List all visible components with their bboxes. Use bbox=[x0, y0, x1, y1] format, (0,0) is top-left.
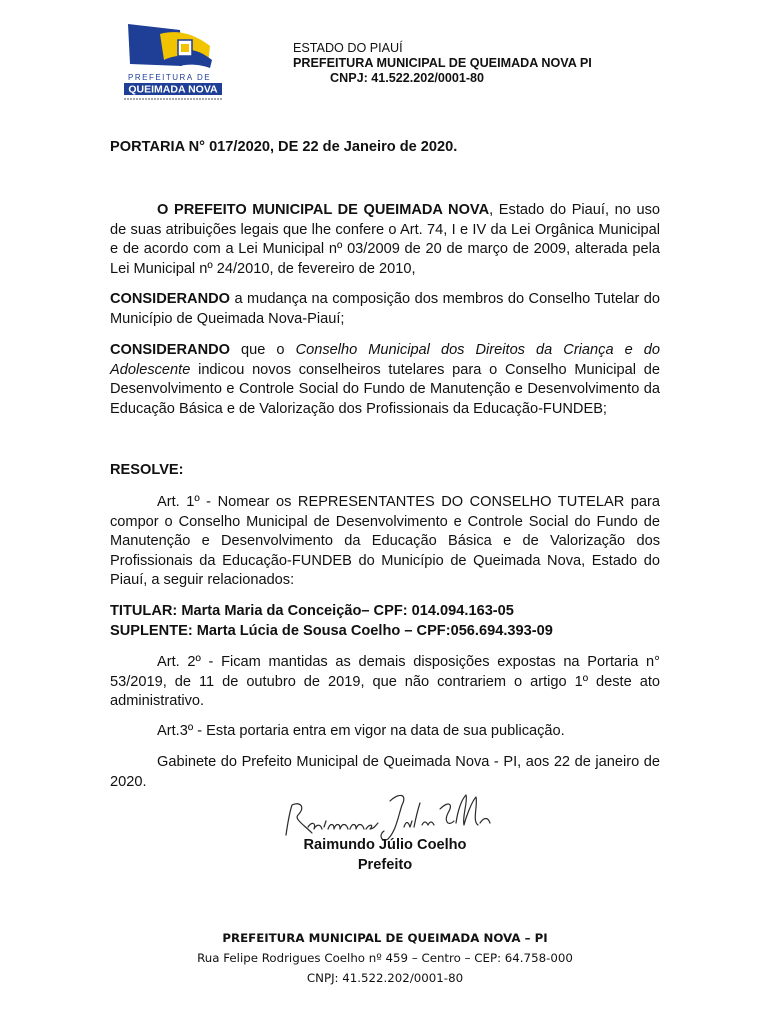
signature-block bbox=[285, 836, 485, 875]
titular-line: TITULAR: Marta Maria da Conceição– CPF: 014.094.163-05 bbox=[110, 603, 514, 619]
header-prefecture: PREFEITURA MUNICIPAL DE QUEIMADA NOVA PI bbox=[293, 56, 592, 70]
considerando-1-bold: CONSIDERANDO bbox=[110, 291, 230, 307]
intro-bold: O PREFEITO MUNICIPAL DE QUEIMADA NOVA bbox=[157, 202, 490, 218]
article-1: Art. 1º - Nomear os REPRESENTANTES DO CONSELHO TUTELAR para compor o Conselho Municipal de Desenvolvimento e Controle Social do Fundo de Manutenção e Desenvolvimento da Educação Básica e de Valorização dos Profissionais da Educação-FUNDEB do Município de Queimada Nova, Estado do Piauí, a seguir relacionados: bbox=[110, 494, 660, 588]
considerando-paragraph-1 bbox=[110, 290, 660, 329]
signer-name: Raimundo Júlio Coelho bbox=[303, 837, 467, 853]
considerando-paragraph-2 bbox=[110, 341, 660, 419]
footer-address: Rua Felipe Rodrigues Coelho nº 459 – Centro – CEP: 64.758-000 bbox=[197, 951, 573, 965]
considerando-2-text: indicou novos conselheiros tutelares para o Conselho Municipal de Desenvolvimento e Controle Social do Fundo de Manutenção e Desenvolvimento da Educação Básica e de Valorização dos Profissionais da Educação-FUNDEB; bbox=[110, 361, 660, 417]
document-header bbox=[293, 41, 592, 86]
article-3: Art.3º - Esta portaria entra em vigor na data de sua publicação. bbox=[157, 723, 565, 739]
article-2: Art. 2º - Ficam mantidas as demais disposições expostas na Portaria n° 53/2019, de 11 de outubro de 2019, que não contrariem o artigo 1º deste ato administrativo. bbox=[110, 654, 660, 709]
footer-prefecture: PREFEITURA MUNICIPAL DE QUEIMADA NOVA – PI bbox=[222, 931, 548, 945]
considerando-1-text: a mudança na composição dos membros do Conselho Tutelar do Município de Queimada Nova-Piauí; bbox=[110, 291, 660, 327]
logo-line2: QUEIMADA NOVA bbox=[128, 83, 218, 96]
document-title: PORTARIA N° 017/2020, DE 22 de Janeiro de 2020. bbox=[110, 139, 458, 155]
considerando-2-bold: CONSIDERANDO bbox=[110, 342, 230, 358]
considerando-2-pre: que o bbox=[230, 342, 296, 358]
document-footer bbox=[0, 928, 770, 988]
considerando-2-italic: Conselho Municipal dos Direitos da Criança e do Adolescente bbox=[110, 342, 660, 378]
intro-text: , Estado do Piauí, no uso de suas atribuições legais que lhe confere o Art. 74, I e IV da Lei Orgânica Municipal e de acordo com a Lei Municipal nº 03/2009 de 20 de março de 2009, alterada pela Lei Municipal nº 24/2010, de fevereiro de 2010, bbox=[110, 202, 660, 277]
signer-role: Prefeito bbox=[357, 856, 413, 873]
gabinete-paragraph: Gabinete do Prefeito Municipal de Queimada Nova - PI, aos 22 de janeiro de 2020. bbox=[110, 754, 660, 790]
logo-line1: PREFEITURA DE bbox=[128, 73, 212, 82]
footer-cnpj: CNPJ: 41.522.202/0001-80 bbox=[306, 971, 464, 985]
header-cnpj: CNPJ: 41.522.202/0001-80 bbox=[330, 71, 485, 85]
intro-paragraph bbox=[110, 201, 660, 279]
header-state: ESTADO DO PIAUÍ bbox=[293, 41, 403, 55]
suplente-line: SUPLENTE: Marta Lúcia de Sousa Coelho – CPF:056.694.393-09 bbox=[110, 623, 553, 639]
prefeitura-logo bbox=[120, 20, 225, 105]
resolve-heading: RESOLVE: bbox=[110, 462, 184, 478]
